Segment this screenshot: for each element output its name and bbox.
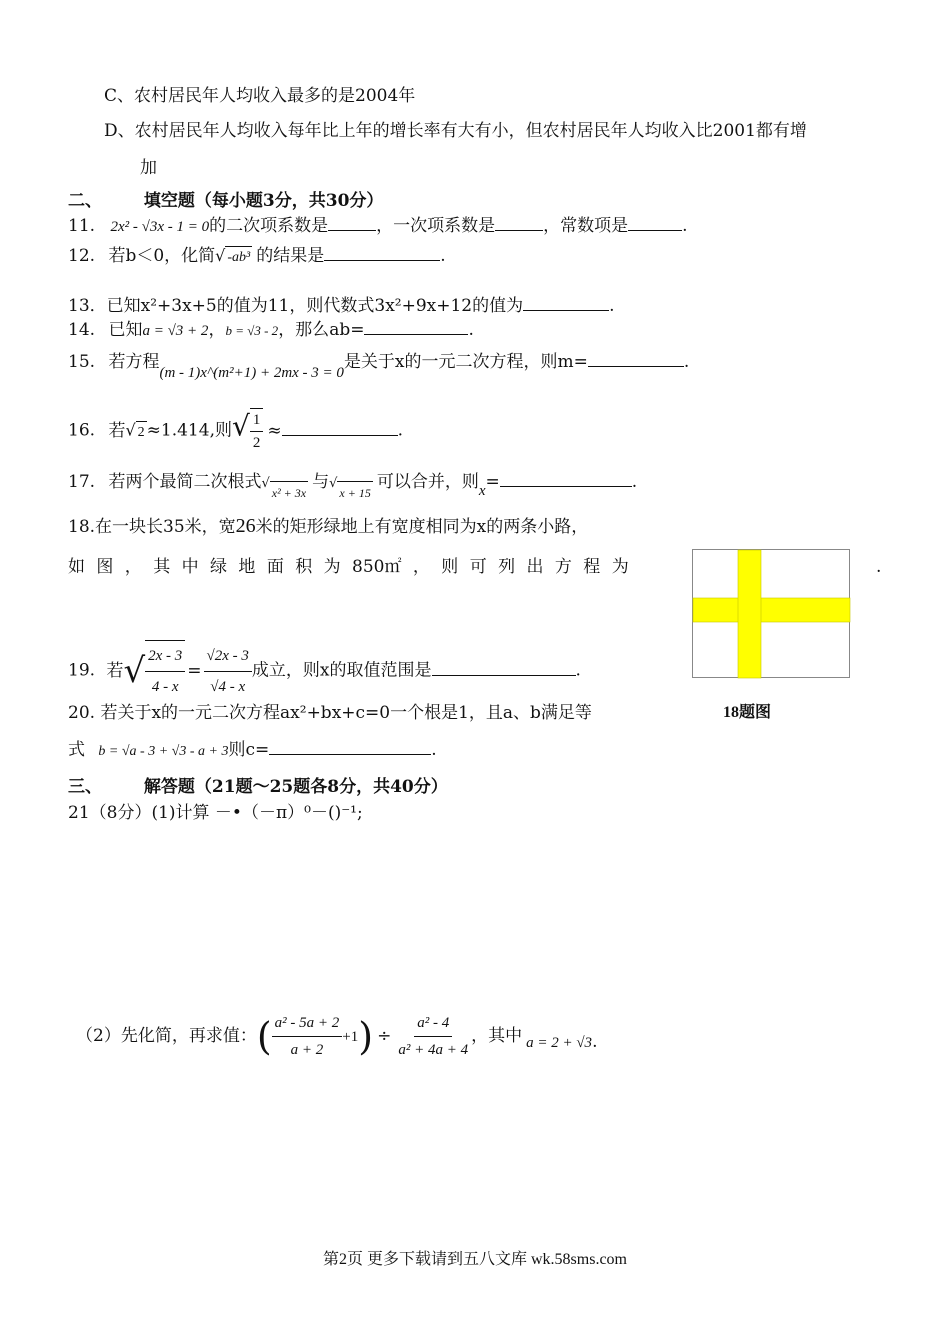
section-3-heading [68,776,448,798]
q15-equation: (m - 1)x^(m²+1) + 2mx - 3 = 0 [159,365,344,381]
q18-width: 26 [235,515,256,537]
q21-end: . [592,1032,598,1052]
q15-number: 15. [68,352,96,372]
question-17 [68,470,638,500]
q11-blank-2[interactable] [495,214,543,231]
q14-text-1: 已知 [108,320,143,340]
q19-left-num: 2x - 3 [145,641,185,672]
question-21-part-1: 21（8分）(1)计算 －•（－π）⁰－()⁻¹; [68,803,363,823]
q12-number: 12. [68,246,96,266]
question-16 [68,408,403,454]
section-3-title: 解答题（21题～25题各8分，共40分） [143,777,448,797]
q19-text-1: 若 [106,660,124,681]
q11-text-1: 的二次项系数是 [209,216,329,236]
q14-end: . [468,320,474,340]
q14-b-value: b = √3 - 2 [225,323,279,338]
q12-blank[interactable] [324,244,440,261]
q19-right-den: √4 - x [210,678,246,695]
q21-part-2-text: （2）先化简，再求值： [76,1026,257,1046]
q20-end: . [431,740,437,760]
question-19 [68,640,581,702]
q16-end: . [397,420,403,441]
q11-text-3: ，常数项是 [543,216,629,236]
q21-fraction-1 [272,1010,343,1063]
q19-right-fraction [204,641,252,702]
q18-figure-caption: 18题图 [723,704,772,721]
q21-right-paren: ) [358,1014,374,1059]
q21-condition: a = 2 + √3 [526,1035,593,1051]
q19-equals: = [187,660,202,681]
q17-text-2: 与 [312,472,330,492]
question-14 [68,318,474,342]
q16-frac-den: 2 [252,435,261,451]
q16-text-3: ≈ [267,420,282,441]
question-20-line-1: 20. 若关于x的一元二次方程ax²+bx+c=0一个根是1，且a、b满足等 [68,703,592,723]
q12-text-2: 的结果是 [256,246,325,266]
q18-figure [692,549,852,680]
section-3-number: 三、 [68,777,102,797]
q16-number: 16. [68,420,96,441]
question-18-line-2: 如 图 ， 其 中 绿 地 面 积 为 850㎡ ， 则 可 列 出 方 程 为 [68,557,629,577]
q20-blank[interactable] [269,738,431,755]
q12-radicand: -ab³ [225,246,252,269]
q19-right-num: √2x - 3 [204,641,252,672]
q19-left-fraction [145,640,185,702]
q19-radical-icon: √ [123,651,146,691]
question-11 [68,214,688,238]
q12-end: . [440,246,446,266]
option-d-line2: 加 [140,158,157,178]
q15-text-2: 是关于x的一元二次方程，则m= [343,352,588,372]
q17-end: . [631,472,638,492]
q11-blank-1[interactable] [328,214,376,231]
q17-radical-1-icon: √ [261,476,270,491]
q14-separator: ， [208,320,226,340]
q11-equation: 2x² - √3x - 1 = 0 [110,219,210,235]
q15-blank[interactable] [588,350,684,367]
q17-text-1: 若两个最简二次根式 [108,472,262,492]
q21-fraction-2 [395,1010,471,1063]
q19-left-den: 4 - x [151,679,179,695]
question-12 [68,244,446,269]
q14-text-2: ，那么 [278,320,330,340]
q18-horizontal-path [693,598,850,622]
q11-end: . [682,216,688,236]
q17-text-3: 可以合并，则 [376,472,479,492]
q14-blank[interactable] [364,318,468,335]
question-15 [68,350,690,381]
q21-divide: ÷ [377,1026,392,1046]
q13-blank[interactable] [523,294,609,311]
q18-text-1: 18.在一块长35米，宽 [68,517,236,537]
q17-blank[interactable] [500,470,632,487]
q15-end: . [683,352,690,372]
q16-fraction [250,408,264,454]
section-2-number: 二、 [68,191,102,211]
q14-text-3: ab= [329,320,365,340]
page-footer: 第2页 更多下载请到五八文库 wk.58sms.com [322,1251,627,1268]
q18-vertical-path [738,550,761,678]
q19-blank[interactable] [432,659,576,676]
q21-frac-1-den: a + 2 [290,1042,324,1058]
q21-frac-2-num: a² - 4 [414,1010,452,1037]
q16-frac-num: 1 [250,409,264,432]
q16-frac-radical-icon: √ [231,409,250,443]
q21-plus-one: +1 [342,1029,359,1045]
q16-radicand: 2 [136,421,147,444]
q15-text-1: 若方程 [108,352,160,372]
q11-blank-3[interactable] [628,214,682,231]
q18-end: . [876,557,882,577]
q21-frac-1-num: a² - 5a + 2 [272,1010,343,1037]
q17-radicand-1: x² + 3x [270,481,308,504]
question-20-line-2 [68,738,437,763]
q16-text-2: ≈1.414,则 [146,420,232,441]
q19-number: 19. [68,660,96,681]
section-2-title: 填空题（每小题3分，共30分） [143,191,384,211]
q19-end: . [575,660,581,681]
q17-x: x [478,483,486,499]
q18-text-2: 米的矩形绿地上有宽度相同为x的两条小路， [255,517,589,537]
q14-a-value: a = √3 + 2 [142,323,209,339]
q14-number: 14. [68,320,96,340]
q12-radical-icon: √ [215,246,226,265]
question-18-line-1 [68,515,588,538]
q13-text: 13．已知x²+3x+5的值为11，则代数式3x²+9x+12的值为 [68,296,524,316]
option-c: C、农村居民年人均收入最多的是2004年 [104,86,416,106]
q17-radical-2-icon: √ [329,476,338,491]
section-2-heading [68,190,383,212]
q11-text-2: ，一次项系数是 [376,216,496,236]
q21-frac-2-den: a² + 4a + 4 [398,1042,469,1058]
q12-text-1: 若b＜0，化简 [108,246,216,266]
q20-text-1: 式 [68,740,85,760]
q16-text-1: 若 [108,420,126,441]
q16-radical-icon: √ [125,420,136,440]
q11-number: 11. [68,216,96,236]
option-d-line1: D、农村居民年人均收入每年比上年的增长率有大有小，但农村居民年人均收入比2001都有增 [104,121,807,141]
q16-blank[interactable] [282,419,398,436]
q20-equation: b = √a - 3 + √3 - a + 3 [98,744,229,759]
question-21-part-2 [76,1010,597,1063]
q17-text-4: = [485,472,500,492]
q17-radicand-2: x + 15 [337,481,372,504]
q13-end: . [609,296,615,316]
q21-text-where: ，其中 [471,1026,523,1046]
q19-text-2: 成立，则x的取值范围是 [251,660,432,681]
q21-left-paren: ( [256,1014,272,1059]
q20-text-2: 则c= [228,740,270,760]
question-13 [68,294,615,317]
q17-number: 17. [68,472,96,492]
